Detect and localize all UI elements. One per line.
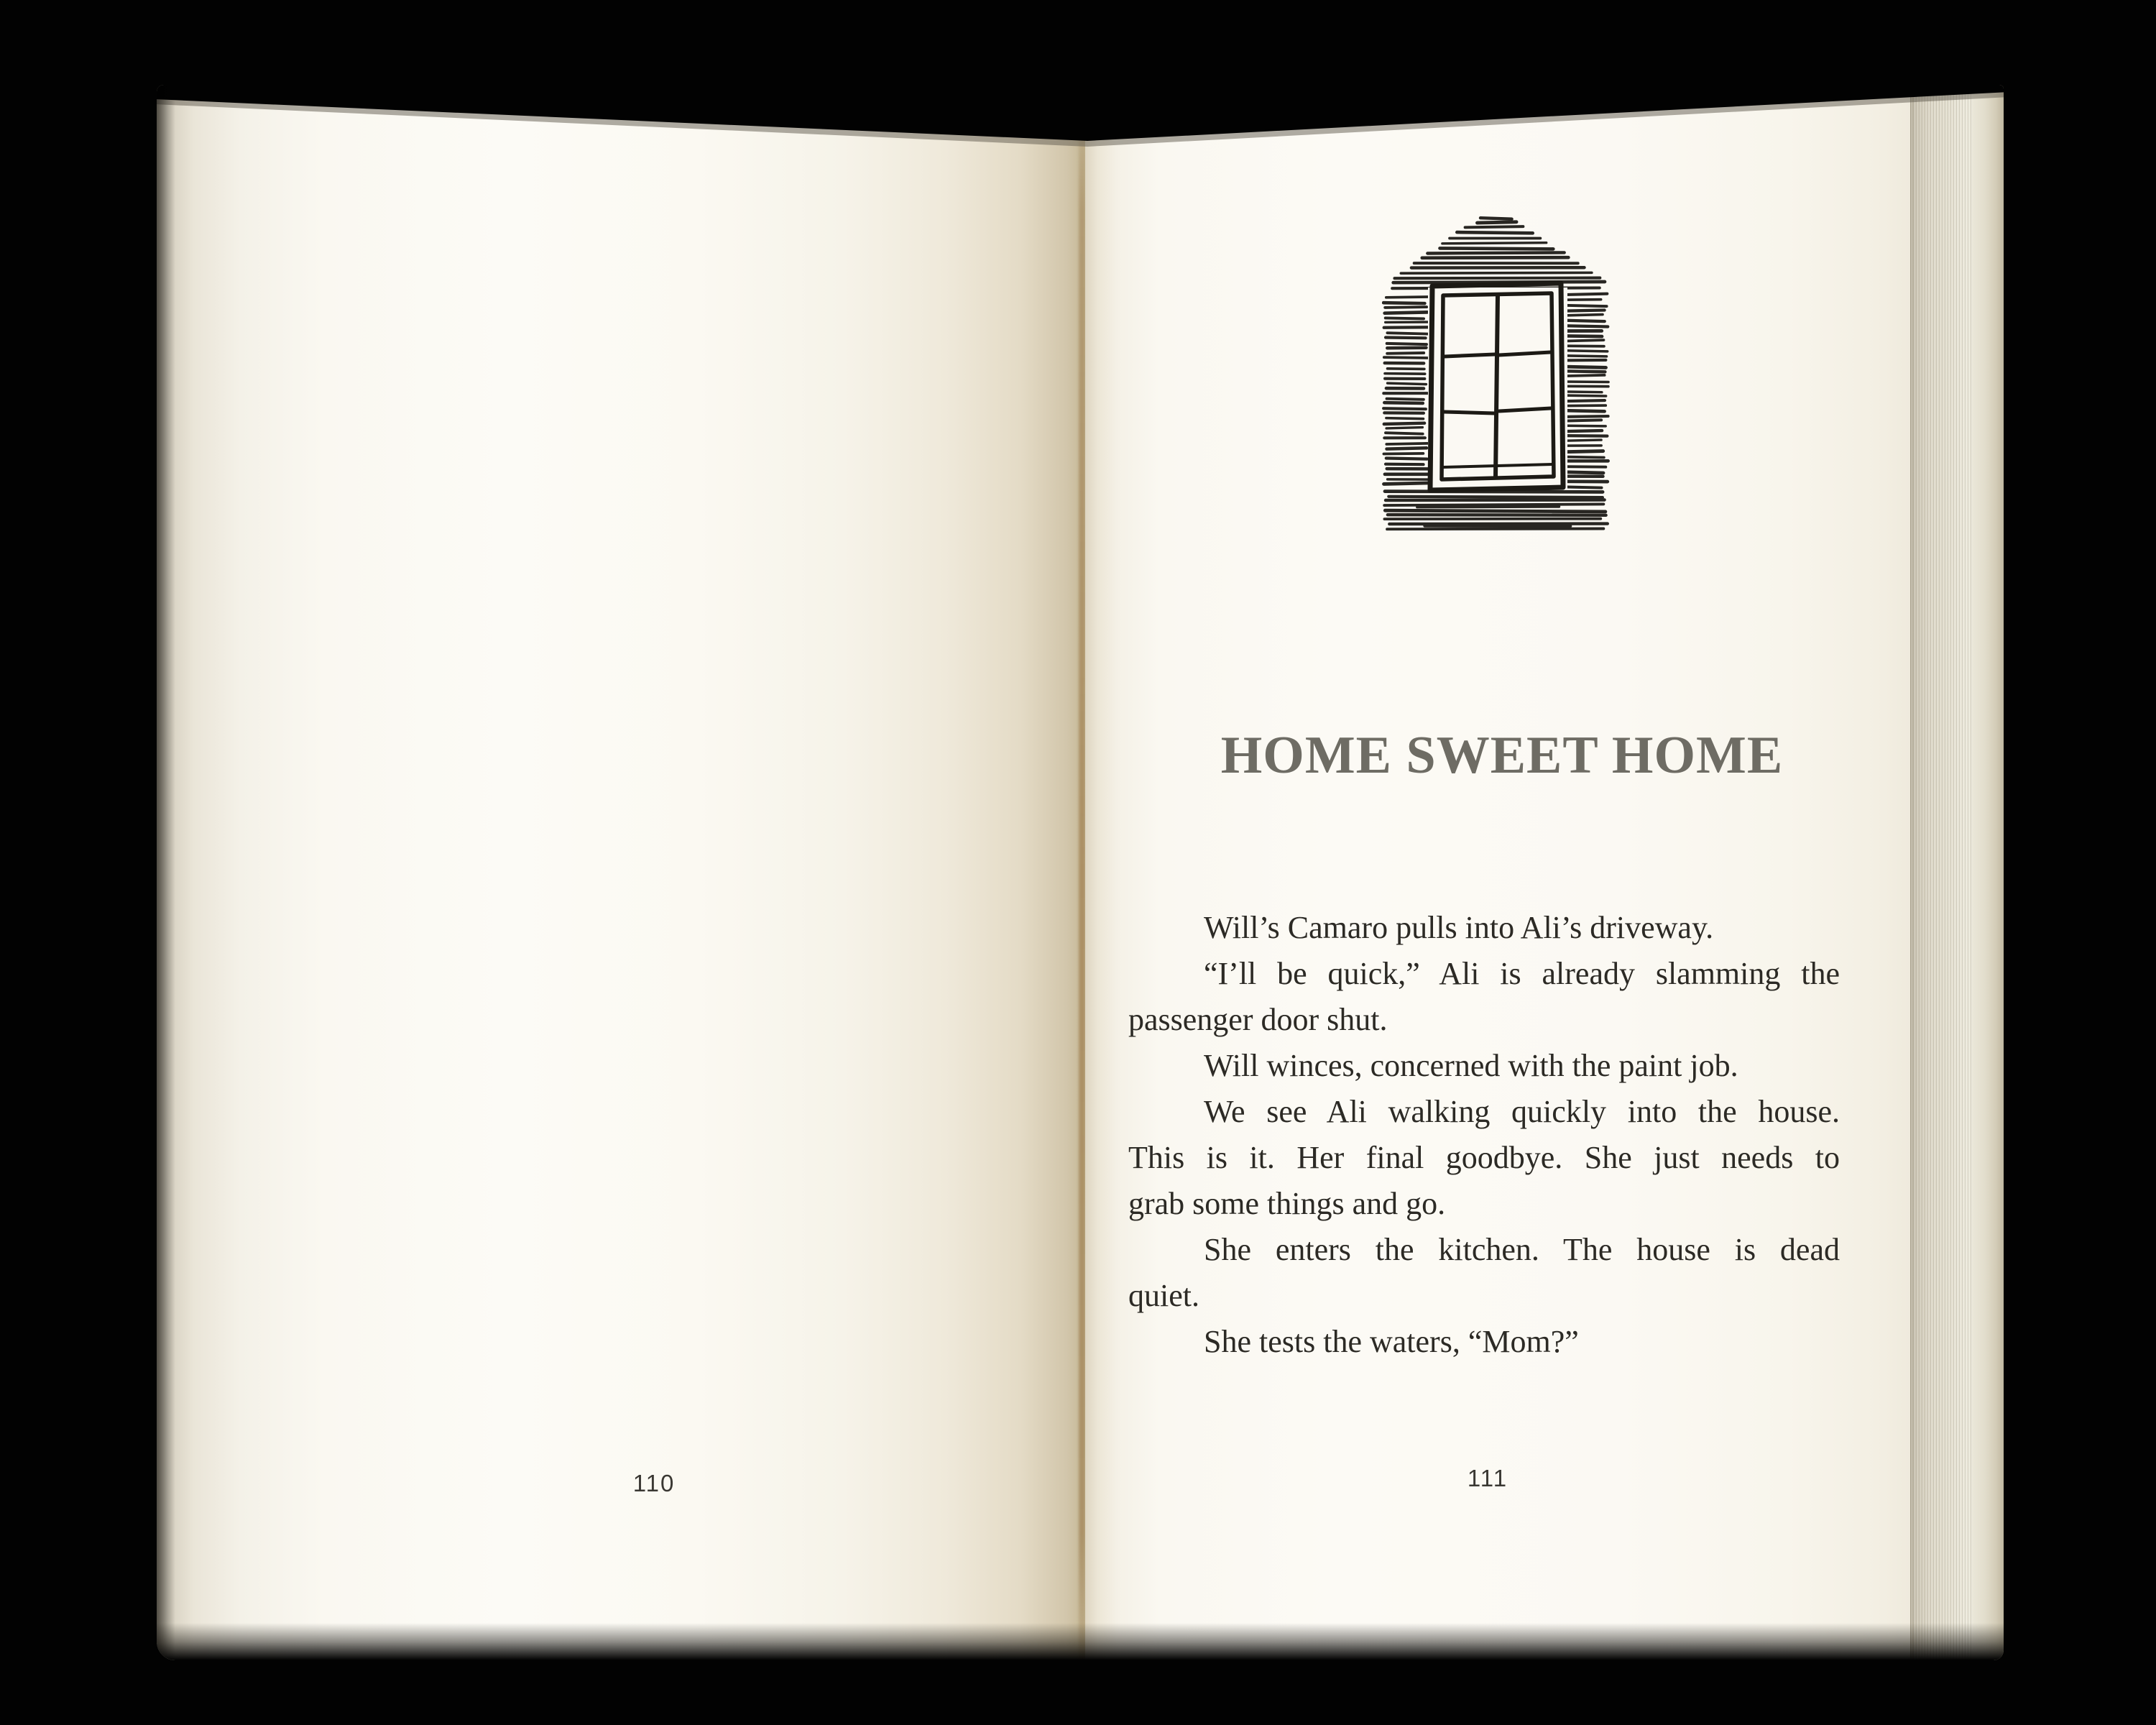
fore-edge-page-stack bbox=[1910, 85, 2004, 1660]
body-line: This is it. Her final goodbye. She just needs to bbox=[1128, 1140, 1840, 1175]
body-line: She enters the kitchen. The house is dead bbox=[1204, 1232, 1840, 1267]
body-text bbox=[1128, 905, 1840, 1365]
body-line: quiet. bbox=[1128, 1278, 1199, 1313]
open-book bbox=[157, 85, 2004, 1660]
left-edge-shadow bbox=[157, 85, 175, 1660]
body-line: grab some things and go. bbox=[1128, 1186, 1446, 1221]
body-line: She tests the waters, “Mom?” bbox=[1204, 1324, 1579, 1359]
gutter-fold-line bbox=[1079, 85, 1085, 1660]
left-page bbox=[157, 85, 1085, 1660]
right-page-number: 111 bbox=[1467, 1465, 1508, 1491]
right-page bbox=[1085, 85, 1910, 1660]
chapter-title: HOME SWEET HOME bbox=[1220, 726, 1784, 785]
body-line: “I’ll be quick,” Ali is already slamming the bbox=[1204, 956, 1840, 991]
bottom-edge-shadow bbox=[157, 1623, 2004, 1660]
body-line: Will’s Camaro pulls into Ali’s driveway. bbox=[1204, 910, 1714, 945]
left-page-number: 110 bbox=[632, 1470, 676, 1496]
window-sketch-illustration bbox=[1382, 211, 1612, 534]
body-line: We see Ali walking quickly into the house. bbox=[1204, 1094, 1840, 1129]
body-line: passenger door shut. bbox=[1128, 1002, 1388, 1037]
body-line: Will winces, concerned with the paint job. bbox=[1204, 1048, 1738, 1083]
